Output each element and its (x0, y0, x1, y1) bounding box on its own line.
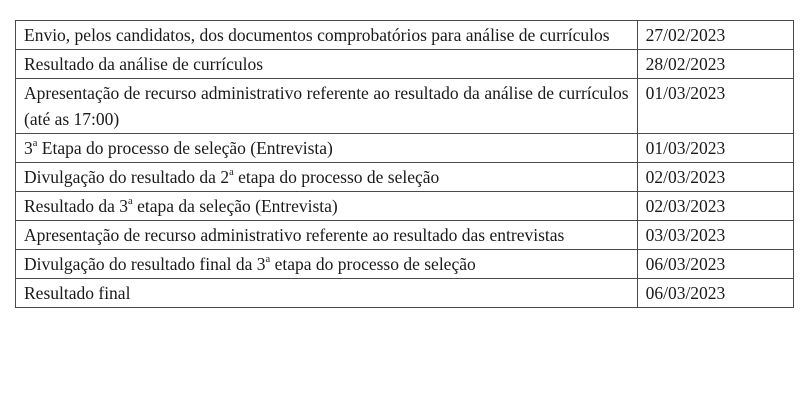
date-cell: 02/03/2023 (637, 163, 793, 192)
activity-cell: Divulgação do resultado da 2$^a$ etapa do processo de seleção (16, 163, 638, 192)
table-row (16, 250, 794, 279)
schedule-table (15, 20, 794, 308)
table-row (16, 21, 794, 50)
date-cell: 03/03/2023 (637, 221, 793, 250)
activity-cell: Resultado final (16, 279, 638, 308)
date-cell: 06/03/2023 (637, 250, 793, 279)
date-cell: 01/03/2023 (637, 79, 793, 134)
date-cell: 01/03/2023 (637, 134, 793, 163)
activity-cell: Divulgação do resultado final da 3$^a$ etapa do processo de seleção (16, 250, 638, 279)
activity-cell: 3$^a$ Etapa do processo de seleção (Entrevista) (16, 134, 638, 163)
table-row (16, 50, 794, 79)
date-cell: 02/03/2023 (637, 192, 793, 221)
activity-cell: Envio, pelos candidatos, dos documentos comprobatórios para análise de currículos (16, 21, 638, 50)
date-cell: 28/02/2023 (637, 50, 793, 79)
table-row (16, 163, 794, 192)
date-cell: 27/02/2023 (637, 21, 793, 50)
activity-cell: Resultado da 3$^a$ etapa da seleção (Entrevista) (16, 192, 638, 221)
activity-cell: Apresentação de recurso administrativo referente ao resultado da análise de currículos (até as 17:00) (16, 79, 638, 134)
table-row (16, 221, 794, 250)
table-row (16, 134, 794, 163)
table-row (16, 79, 794, 134)
activity-cell: Apresentação de recurso administrativo referente ao resultado das entrevistas (16, 221, 638, 250)
table-row (16, 279, 794, 308)
activity-cell: Resultado da análise de currículos (16, 50, 638, 79)
date-cell: 06/03/2023 (637, 279, 793, 308)
table-row (16, 192, 794, 221)
